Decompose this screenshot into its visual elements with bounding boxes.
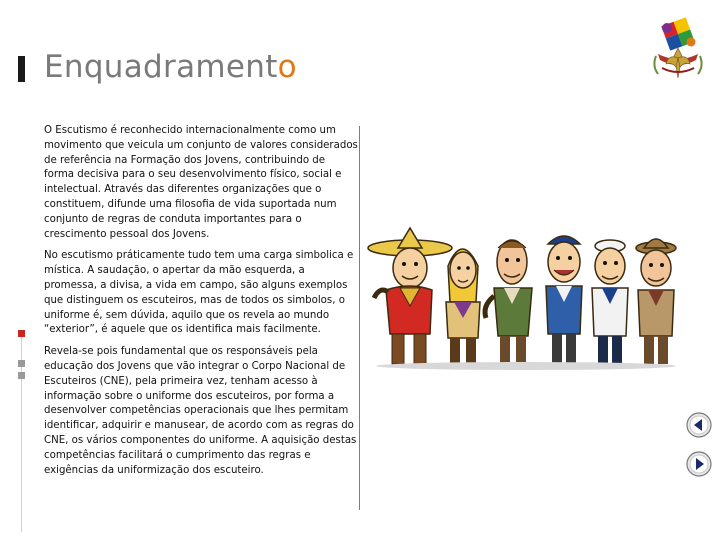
slide-title-main: Enquadrament — [44, 49, 278, 85]
title-accent-bar — [18, 56, 25, 82]
scout-figure — [592, 240, 628, 364]
paragraph-2: No escutismo práticamente tudo tem uma carga simbolica e mística. A saudação, o apertar da mão esquerda, a promessa, a divisa, a vida em campo, são alguns exemplos que distinguem os escuteiros, mas de todos os simbolos, o uniforme é, sem dúvida, aquilo que os revela ao mundo “exterior”, é aquele que os identifica mais facilmente. — [44, 250, 354, 336]
red-square-marker — [18, 330, 25, 337]
slide-title — [44, 49, 297, 85]
gray-square-marker — [18, 372, 25, 379]
slide-title-last-letter: o — [277, 49, 297, 85]
cne-emblem-icon — [648, 12, 708, 84]
next-slide-button[interactable] — [686, 451, 712, 477]
paragraph-3: Revela-se pois fundamental que os responsáveis pela educação dos Jovens que vão integrar o Corpo Nacional de Escuteiros (CNE), pela primeira vez, tenham acesso à informação sobre o uniforme dos escuteiros, por forma a desenvolver competências operacionais que lhes permitam identificar, adquirir e manusear, de acordo com as regras do CNE, os vários componentes do uniforme. A aquisição destas competências facilitará o cumprimento das regras e exigências da uniformização dos escuteiro. — [44, 346, 357, 476]
scout-figure — [368, 228, 452, 364]
scout-figure — [485, 240, 532, 366]
previous-slide-button[interactable] — [686, 412, 712, 438]
scout-figure — [636, 239, 676, 364]
scouts-cartoon-icon — [366, 226, 688, 372]
paragraph-1: O Escutismo é reconhecido internacionalmente como um movimento que veicula um conjunto de valores considerados de referência na Formação dos Jovens, contribuindo de forma decisiva para o seu desenvolvimento físico, social e intelectual. Através das diferentes organizações que o constituem, difunde uma filosofia de vida suportada num conjunto de regras de conduta importantes para o crescimento pessoal dos Jovens. — [44, 125, 358, 240]
scout-figure — [546, 236, 582, 364]
gray-square-marker — [18, 360, 25, 367]
scout-figure — [446, 249, 480, 366]
body-text — [44, 124, 358, 485]
column-divider — [359, 126, 360, 510]
